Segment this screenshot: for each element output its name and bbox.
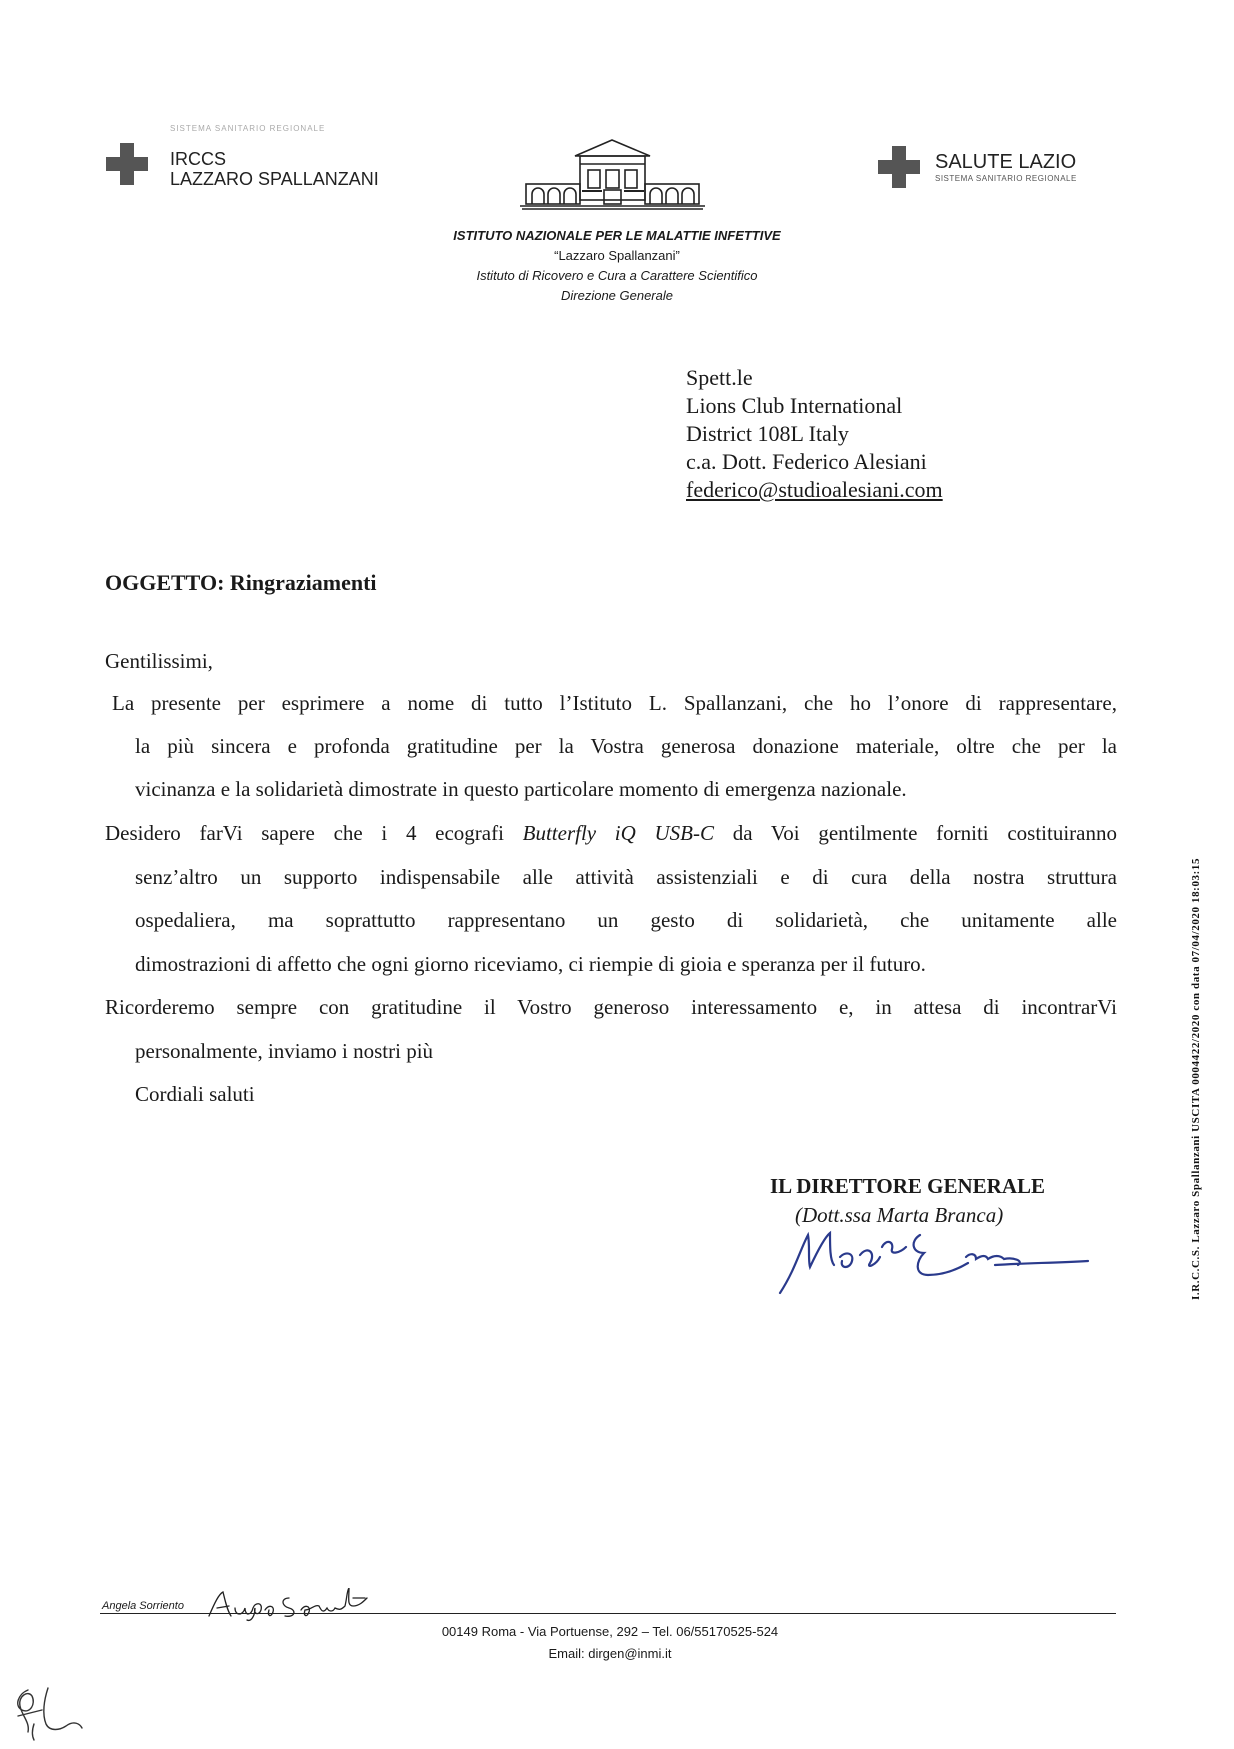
- institute-subname: “Lazzaro Spallanzani”: [554, 248, 680, 263]
- red-cross-icon: [878, 146, 920, 188]
- body-line: personalmente, inviamo i nostri più: [135, 1039, 434, 1063]
- logo-irccs-small-text: SISTEMA SANITARIO REGIONALE: [170, 124, 326, 133]
- institute-header: [367, 226, 867, 306]
- body-line: La presente per esprimere a nome di tutto l’Istituto L. Spallanzani, che ho l’onore di rappresentare,: [112, 691, 1117, 715]
- protocol-stamp: I.R.C.C.S. Lazzaro Spallanzani USCITA 0004422/2020 con data 07/04/2020 18:03:15: [1190, 857, 1202, 1300]
- margin-initials: [8, 1680, 88, 1749]
- recipient-line3: District 108L Italy: [686, 421, 849, 446]
- closing: Cordiali saluti: [135, 1082, 255, 1106]
- recipient-line4: c.a. Dott. Federico Alesiani: [686, 449, 927, 474]
- logo-salute-line1: SALUTE LAZIO: [935, 151, 1077, 173]
- red-cross-icon: [106, 143, 148, 185]
- body-line: dimostrazioni di affetto che ogni giorno riceviamo, ci riempie di gioia e speranza per il futuro.: [135, 952, 926, 976]
- body-line: Ricorderemo sempre con gratitudine il Vostro generoso interessamento e, in attesa di incontrarVi: [105, 995, 1117, 1019]
- body-line: ospedaliera, ma soprattutto rappresentano un gesto di solidarietà, che unitamente alle: [135, 908, 1117, 932]
- logo-building: [520, 134, 705, 224]
- product-name: Butterfly iQ USB-C: [522, 821, 714, 845]
- body-line: senz’altro un supporto indispensabile alle attività assistenziali e di cura della nostra struttura: [135, 865, 1117, 889]
- recipient-block: [686, 364, 943, 504]
- footer-author-signature: [205, 1588, 385, 1627]
- body-text-part: da Voi gentilmente forniti costituiranno: [714, 821, 1117, 845]
- body-text-part: Desidero farVi sapere che i 4 ecografi: [105, 821, 523, 845]
- logo-salute-line2: SISTEMA SANITARIO REGIONALE: [935, 174, 1077, 183]
- body-line: la più sincera e profonda gratitudine per la Vostra generosa donazione materiale, oltre che per la: [135, 734, 1117, 758]
- footer-divider: [100, 1613, 1116, 1614]
- institute-type: Istituto di Ricovero e Cura a Carattere Scientifico: [476, 268, 758, 283]
- signature-name: (Dott.ssa Marta Branca): [795, 1203, 1004, 1227]
- greeting: Gentilissimi,: [105, 649, 213, 673]
- recipient-line1: Spett.le: [686, 365, 753, 390]
- institute-name: ISTITUTO NAZIONALE PER LE MALATTIE INFETTIVE: [453, 228, 781, 243]
- body-line: vicinanza e la solidarietà dimostrate in questo particolare momento di emergenza nazionale.: [135, 777, 907, 801]
- footer-address: 00149 Roma - Via Portuense, 292 – Tel. 06/55170525-524: [441, 1624, 779, 1639]
- footer-author: Angela Sorriento: [102, 1600, 184, 1612]
- logo-irccs-line1: IRCCS: [170, 149, 227, 169]
- recipient-line2: Lions Club International: [686, 393, 903, 418]
- institute-dept: Direzione Generale: [560, 288, 673, 303]
- logo-irccs-line2: LAZZARO SPALLANZANI: [170, 169, 379, 189]
- recipient-email[interactable]: federico@studioalesiani.com: [686, 477, 943, 502]
- subject-line: OGGETTO: Ringraziamenti: [105, 570, 377, 595]
- building-icon: [520, 134, 705, 224]
- footer-contacts: [360, 1621, 860, 1665]
- footer-email[interactable]: Email: dirgen@inmi.it: [548, 1646, 672, 1661]
- body-line: [105, 812, 1117, 855]
- signature-title: IL DIRETTORE GENERALE: [770, 1174, 1046, 1198]
- handwritten-signature: [770, 1215, 1100, 1310]
